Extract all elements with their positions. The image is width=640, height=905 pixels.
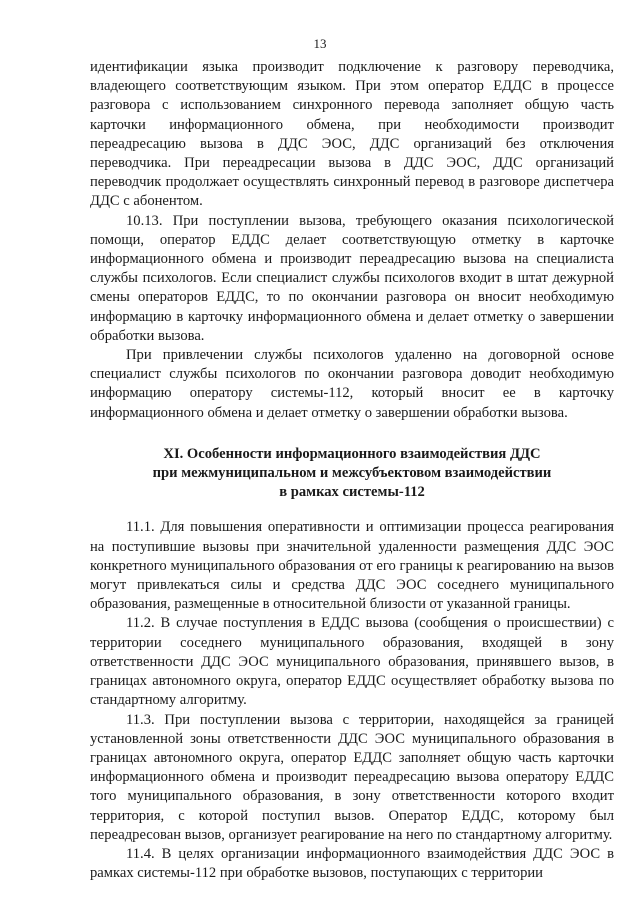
page-number: 13 — [313, 36, 327, 51]
document-body — [90, 58, 614, 883]
paragraph-11-3: 11.3. При поступлении вызова с территории, находящейся за границей установленной зоны ответственности ДДС ЭОС муниципального образования в границах автономного округа, оператор ЕДДС заполняет общую часть карточки информационного обмена и производит переадресацию вызова оператору ЕДДС того муниципального образования, в зону ответственности которого входит территория, с которой поступил вызов. Оператор ЕДДС, которому был переадресован вызов, организует реагирование на него по стандартному алгоритму. — [90, 711, 614, 843]
paragraph-11-1: 11.1. Для повышения оперативности и оптимизации процесса реагирования на поступившие вызовы при значительной удаленности размещения ДДС ЭОС конкретного муниципального образования от его границы к реагированию на вызов могут привлекаться силы и средства ДДС ЭОС соседнего муниципального образования, размещенные в относительной близости от указанной границы. — [90, 519, 614, 613]
section-heading-line-3: в рамках системы-112 — [279, 484, 425, 501]
section-heading — [90, 445, 614, 503]
paragraph-continuation: идентификации языка производит подключение к разговору переводчика, владеющего соответствующим языком. При этом оператор ЕДДС в процессе разговора с использованием синхронного перевода заполняет общую часть карточки информационного обмена, при необходимости производит переадресацию вызова в ДДС ЭОС, ДДС организаций без отключения переводчика. При переадресации вызова в ДДС ЭОС, ДДС организаций переводчик продолжает осуществлять синхронный перевод в разговоре диспетчера ДДС с абонентом. — [90, 59, 614, 210]
section-heading-line-1: XI. Особенности информационного взаимодействия ДДС — [163, 445, 541, 462]
paragraph-11-2: 11.2. В случае поступления в ЕДДС вызова (сообщения о происшествии) с территории соседнего муниципального образования, входящей в зону ответственности ДДС ЭОС муниципального образования, принявшего вызов, в границах автономного округа, оператор ЕДДС осуществляет обработку вызова по стандартному алгоритму. — [90, 615, 614, 709]
section-heading-line-2: при межмуниципальном и межсубъектовом взаимодействии — [152, 465, 552, 482]
paragraph-11-4: 11.4. В целях организации информационного взаимодействия ДДС ЭОС в рамках системы-112 при обработке вызовов, поступающих с территории — [90, 845, 614, 882]
paragraph-10-13: 10.13. При поступлении вызова, требующего оказания психологической помощи, оператор ЕДДС делает соответствующую отметку в карточке информационного обмена и производит переадресацию вызова на специалиста службы психологов. Если специалист службы психологов входит в штат дежурной смены операторов ЕДДС, то по окончании разговора он вносит необходимую информацию в карточку информационного обмена и делает отметку о завершении обработки вызова. — [90, 212, 614, 344]
paragraph-psychologists-remote: При привлечении службы психологов удаленно на договорной основе специалист службы психологов по окончании разговора доводит необходимую информацию оператору системы-112, который вносит ее в карточку информационного обмена и делает отметку о завершении обработки вызова. — [90, 347, 614, 421]
